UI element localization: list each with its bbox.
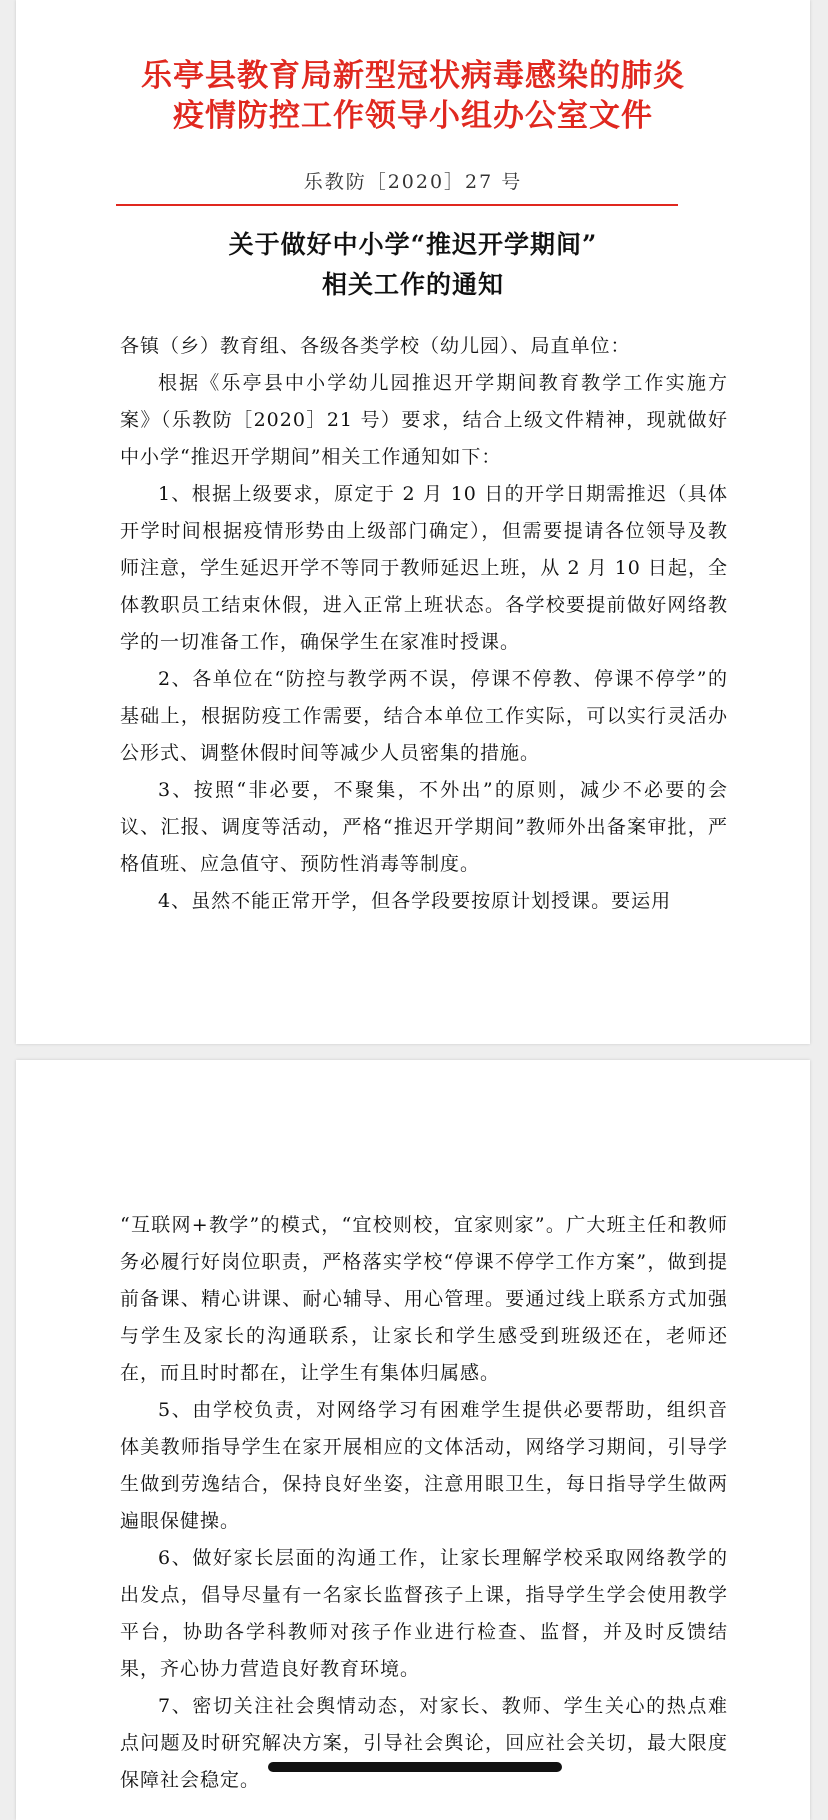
document-header [16,56,810,136]
title-line-1: 关于做好中小学“推迟开学期间” [228,230,598,259]
item-5-paragraph: 5、由学校负责，对网络学习有困难学生提供必要帮助，组织音体美教师指导学生在家开展相应的文体活动，网络学习期间，引导学生做到劳逸结合，保持良好坐姿，注意用眼卫生，每日指导学生做两遍眼保健操。 [120,1399,728,1532]
salutation: 各镇（乡）教育组、各级各类学校（幼儿园）、局直单位： [120,335,631,357]
item-4-paragraph-continued: “互联网+教学”的模式，“宜校则校，宜家则家”。广大班主任和教师务必履行好岗位职责，严格落实学校“停课不停学工作方案”，做到提前备课、精心讲课、耐心辅导、用心管理。要通过线上联系方式加强与学生及家长的沟通联系，让家长和学生感受到班级还在，老师还在，而且时时都在，让学生有集体归属感。 [120,1214,728,1384]
document-body-page-1 [120,328,728,920]
document-number: 乐教防［2020］27 号 [303,171,523,193]
red-divider [116,204,678,206]
document-body-page-2 [120,1207,728,1799]
item-4-paragraph-start: 4、虽然不能正常开学，但各学段要按原计划授课。要运用 [158,890,672,912]
item-2-paragraph: 2、各单位在“防控与教学两不误，停课不停教、停课不停学”的基础上，根据防疫工作需要，结合本单位工作实际，可以实行灵活办公形式、调整休假时间等减少人员密集的措施。 [120,668,728,764]
document-title [16,225,810,305]
title-line-2: 相关工作的通知 [321,270,504,299]
home-indicator[interactable] [268,1762,562,1772]
item-7-paragraph: 7、密切关注社会舆情动态，对家长、教师、学生关心的热点难点问题及时研究解决方案，引导社会舆论，回应社会关切，最大限度保障社会稳定。 [120,1695,728,1791]
header-org-line-2: 疫情防控工作领导小组办公室文件 [173,98,653,134]
item-6-paragraph: 6、做好家长层面的沟通工作，让家长理解学校采取网络教学的出发点，倡导尽量有一名家长监督孩子上课，指导学生学会使用教学平台，协助各学科教师对孩子作业进行检查、监督，并及时反馈结果，齐心协力营造良好教育环境。 [120,1547,728,1680]
intro-paragraph: 根据《乐亭县中小学幼儿园推迟开学期间教育教学工作实施方案》（乐教防［2020］21 号）要求，结合上级文件精神，现就做好中小学“推迟开学期间”相关工作通知如下： [120,372,728,468]
document-page-2 [16,1060,810,1820]
item-3-paragraph: 3、按照“非必要，不聚集，不外出”的原则，减少不必要的会议、汇报、调度等活动，严格“推迟开学期间”教师外出备案审批，严格值班、应急值守、预防性消毒等制度。 [120,779,728,875]
item-1-paragraph: 1、根据上级要求，原定于 2 月 10 日的开学日期需推迟（具体开学时间根据疫情形势由上级部门确定），但需要提请各位领导及教师注意，学生延迟开学不等同于教师延迟上班，从 2 月 10 日起，全体教职员工结束休假，进入正常上班状态。各学校要提前做好网络教学的一切准备工作，确保学生在家准时授课。 [120,483,728,653]
header-org-line-1: 乐亭县教育局新型冠状病毒感染的肺炎 [141,58,685,94]
document-page-1 [16,0,810,1044]
